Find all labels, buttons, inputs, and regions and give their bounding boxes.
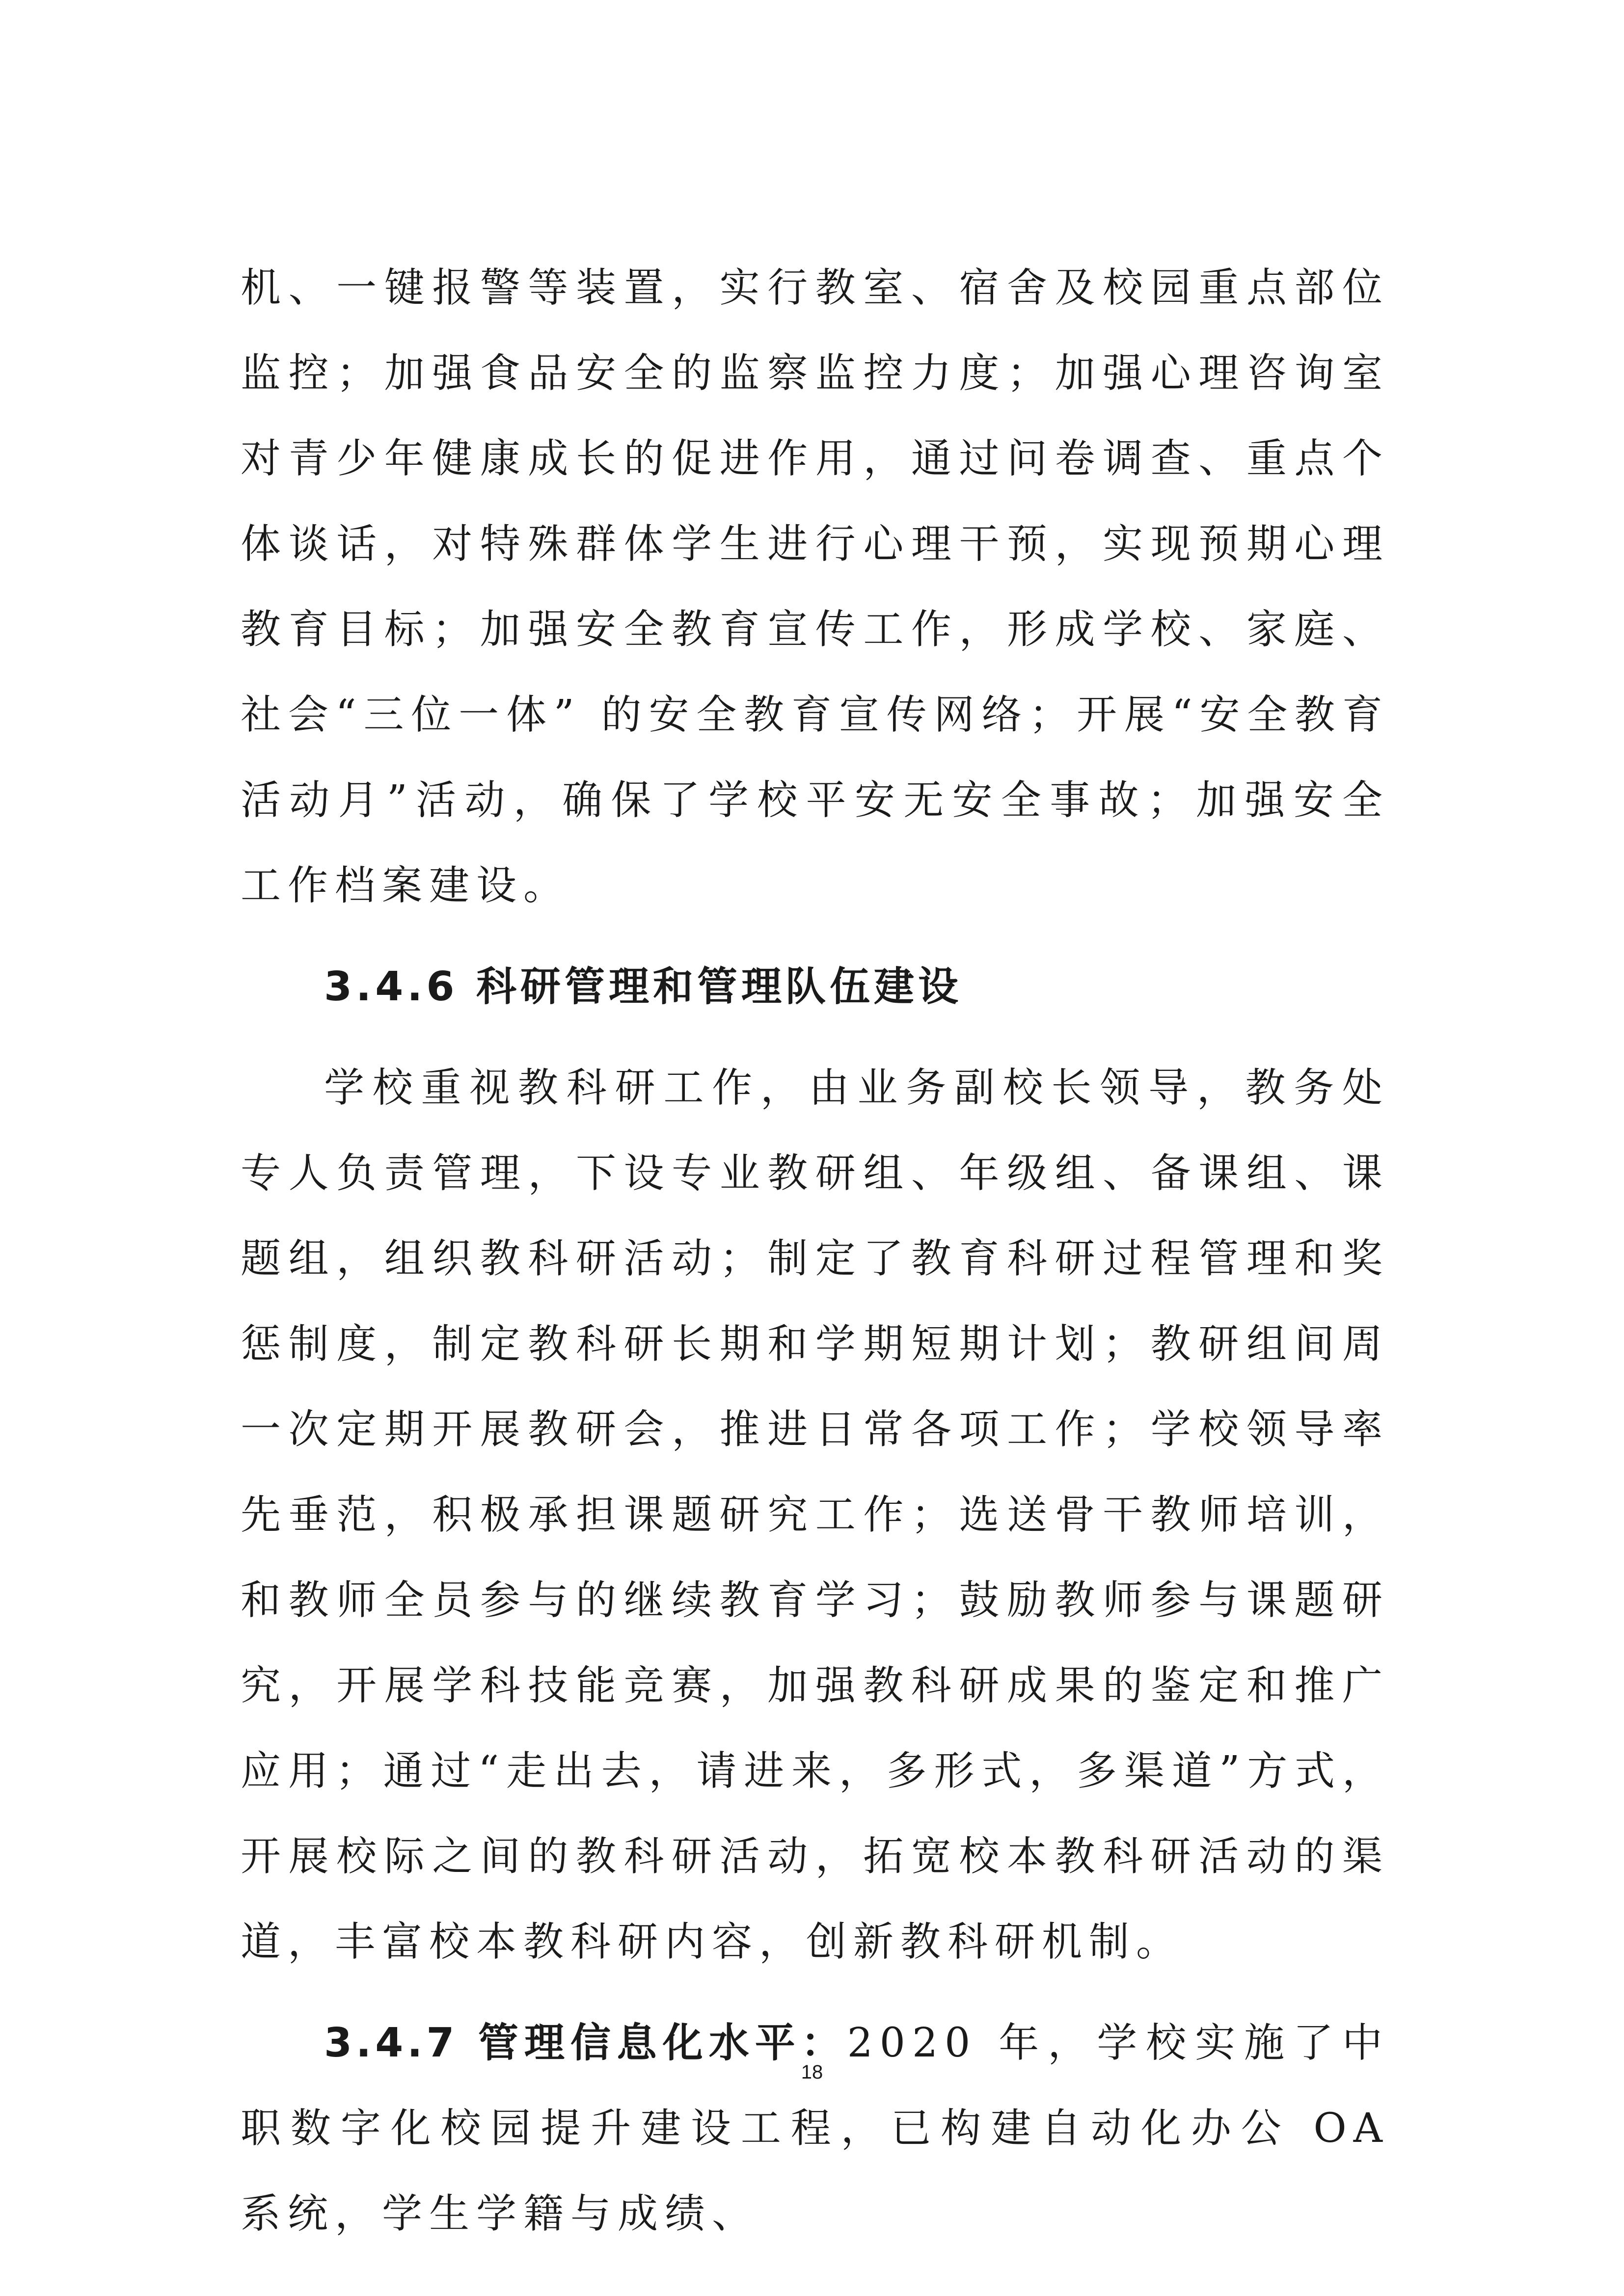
paragraph-research-management: 学校重视教科研工作，由业务副校长领导，教务处专人负责管理，下设专业教研组、年级组、备课组、课题组，组织教科研活动；制定了教育科研过程管理和奖惩制度，制定教科研长期和学期短期计划；教研组间周一次定期开展教研会，推进日常各项工作；学校领导率先垂范，积极承担课题研究工作；选送骨干教师培训，和教师全员参与的继续教育学习；鼓励教师参与课题研究，开展学科技能竞赛，加强教科研成果的鉴定和推广应用；通过“走出去，请进来，多形式，多渠道”方式，开展校际之间的教科研活动，拓宽校本教科研活动的渠道，丰富校本教科研内容，创新教科研机制。 (241, 1065, 1389, 1965)
page-content (241, 245, 1389, 2257)
paragraph-information-level (241, 2001, 1389, 2257)
section-heading-3-4-6: 3.4.6 科研管理和管理队伍建设 (324, 963, 963, 1010)
paragraph-safety-measures: 机、一键报警等装置，实行教室、宿舍及校园重点部位监控；加强食品安全的监察监控力度；加强心理咨询室对青少年健康成长的促进作用，通过问卷调查、重点个体谈话，对特殊群体学生进行心理干预，实现预期心理教育目标；加强安全教育宣传工作，形成学校、家庭、社会“三位一体” 的安全教育宣传网络；开展“安全教育活动月”活动，确保了学校平安无安全事故；加强安全工作档案建设。 (241, 265, 1389, 909)
paragraph-information-body: 2020 年，学校实施了中职数字化校园提升建设工程，已构建自动化办公 OA 系统，学生学籍与成绩、 (241, 2020, 1389, 2237)
page-number: 18 (801, 2061, 823, 2083)
section-heading-3-4-7: 3.4.7 管理信息化水平： (324, 2020, 847, 2066)
